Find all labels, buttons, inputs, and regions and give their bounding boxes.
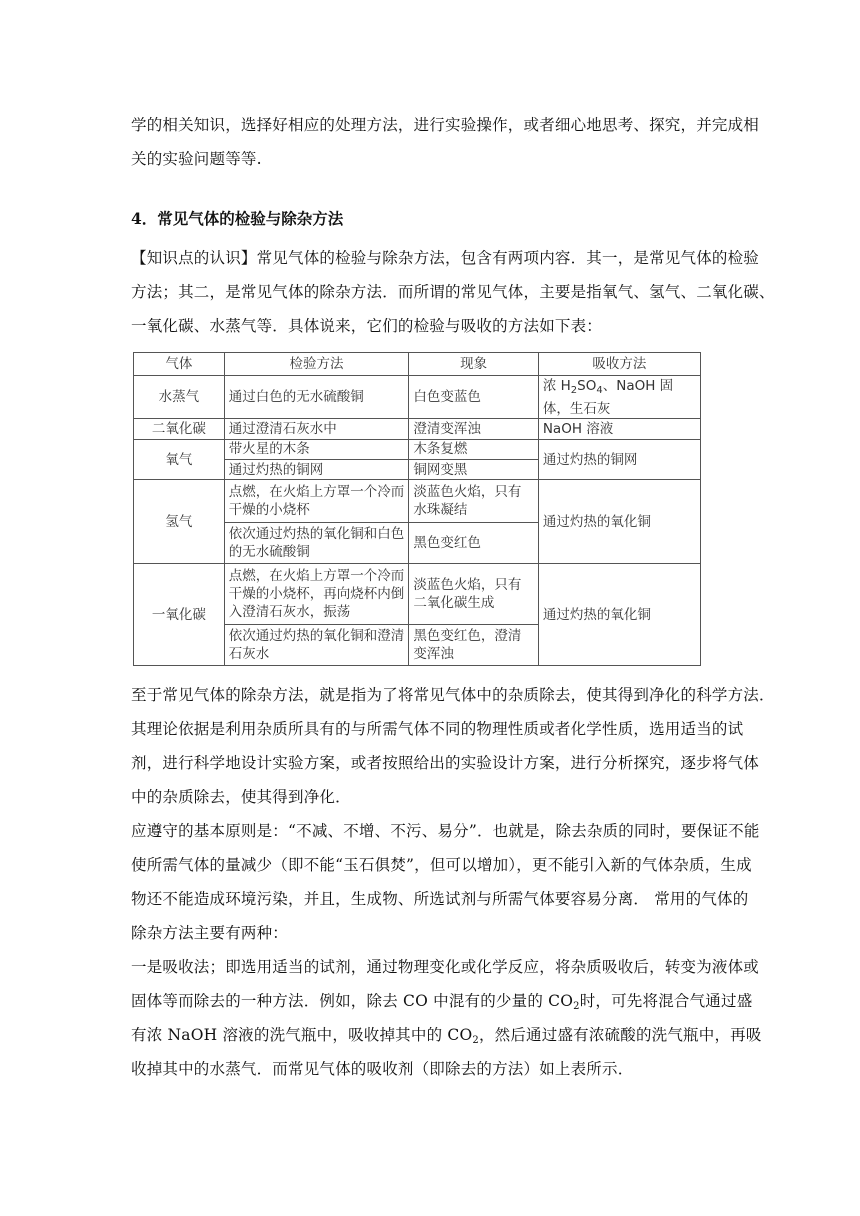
header-absorb: 吸收方法 bbox=[538, 353, 700, 376]
phenomenon-cell: 黑色变红色 bbox=[409, 523, 539, 564]
table-row bbox=[134, 480, 701, 523]
header-method: 检验方法 bbox=[224, 353, 409, 376]
text-line: 收掉其中的水蒸气．而常见气体的吸收剂（即除去的方法）如上表所示． bbox=[131, 1060, 634, 1078]
subscript: 4 bbox=[596, 384, 603, 396]
text-line bbox=[131, 1018, 762, 1052]
gas-hydrogen: 氢气 bbox=[134, 480, 225, 564]
absorb-text: SO bbox=[577, 377, 597, 394]
principle-paragraph bbox=[131, 814, 760, 950]
absorb-text: 浓 H bbox=[542, 377, 571, 394]
text-line: 【知识点的认识】常见气体的检验与除杂方法，包含有两项内容．其一，是常见气体的检验 bbox=[131, 249, 760, 267]
text-line: 一是吸收法；即选用适当的试剂，通过物理变化或化学反应，将杂质吸收后，转变为液体或 bbox=[131, 958, 760, 976]
text-line: 中的杂质除去，使其得到净化． bbox=[131, 788, 351, 806]
phenomenon-cell: 白色变蓝色 bbox=[409, 376, 539, 419]
text-segment: ，然后通过盛有浓硫酸的洗气瓶中，再吸 bbox=[478, 1026, 762, 1044]
text-line: 学的相关知识，选择好相应的处理方法，进行实验操作，或者细心地思考、探究，并完成相 bbox=[131, 116, 760, 134]
text-line: 一氧化碳、水蒸气等．具体说来，它们的检验与吸收的方法如下表： bbox=[131, 317, 603, 335]
method-cell: 通过澄清石灰水中 bbox=[224, 419, 409, 439]
text-line: 应遵守的基本原则是：“不减、不增、不污、易分”．也就是，除去杂质的同时，要保证不能 bbox=[131, 822, 760, 840]
phenomenon-cell: 铜网变黑 bbox=[409, 460, 539, 480]
phenomenon-cell: 澄清变浑浊 bbox=[409, 419, 539, 439]
header-gas: 气体 bbox=[134, 353, 225, 376]
subscript: 2 bbox=[472, 1035, 479, 1046]
subscript: 2 bbox=[570, 384, 578, 396]
removal-paragraph bbox=[131, 678, 775, 814]
table-header-row bbox=[134, 353, 701, 376]
absorb-cell: 通过灼热的铜网 bbox=[538, 439, 700, 480]
text-line: 剂，进行科学地设计实验方案，或者按照给出的实验设计方案，进行分析探究，逐步将气体 bbox=[131, 754, 760, 772]
phenomenon-cell: 黑色变红色，澄清变浑浊 bbox=[409, 625, 539, 666]
knowledge-paragraph bbox=[131, 241, 775, 343]
phenomenon-cell: 木条复燃 bbox=[409, 439, 539, 459]
text-segment: 时，可先将混合气通过盛 bbox=[579, 992, 753, 1010]
absorb-text: 、NaOH 固体，生石灰 bbox=[542, 377, 674, 417]
table-row bbox=[134, 419, 701, 439]
text-segment: 有浓 NaOH 溶液的洗气瓶中，吸收掉其中的 CO bbox=[131, 1026, 473, 1044]
intro-paragraph bbox=[131, 108, 760, 176]
text-line: 关的实验问题等等. bbox=[131, 150, 262, 168]
method-cell: 通过灼热的铜网 bbox=[224, 460, 409, 480]
method-cell: 依次通过灼热的氧化铜和白色的无水硫酸铜 bbox=[224, 523, 409, 564]
absorb-cell: 通过灼热的氧化铜 bbox=[538, 564, 700, 666]
text-line: 物还不能造成环境污染，并且，生成物、所选试剂与所需气体要容易分离． 常用的气体的 bbox=[131, 890, 749, 908]
absorb-cell bbox=[538, 376, 700, 419]
method-cell: 点燃，在火焰上方罩一个冷而干燥的小烧杯 bbox=[224, 480, 409, 523]
text-line: 方法；其二，是常见气体的除杂方法．而所谓的常见气体，主要是指氧气、氢气、二氧化碳、 bbox=[131, 283, 775, 301]
subscript: 2 bbox=[573, 1001, 580, 1012]
gas-water-vapor: 水蒸气 bbox=[134, 376, 225, 419]
gas-co: 一氧化碳 bbox=[134, 564, 225, 666]
text-segment: 固体等而除去的一种方法．例如，除去 CO 中混有的少量的 CO bbox=[131, 992, 574, 1010]
text-line: 除杂方法主要有两种： bbox=[131, 924, 289, 942]
text-line: 使所需气体的量减少（即不能“玉石俱焚”，但可以增加），更不能引入新的气体杂质，生成 bbox=[131, 856, 752, 874]
method-cell: 依次通过灼热的氧化铜和澄清石灰水 bbox=[224, 625, 409, 666]
phenomenon-cell: 淡蓝色火焰，只有二氧化碳生成 bbox=[409, 564, 539, 625]
table-row bbox=[134, 439, 701, 459]
table-row bbox=[134, 564, 701, 625]
method-cell: 通过白色的无水硫酸铜 bbox=[224, 376, 409, 419]
phenomenon-cell: 淡蓝色火焰，只有水珠凝结 bbox=[409, 480, 539, 523]
gas-detection-table bbox=[133, 352, 701, 666]
absorb-cell: NaOH 溶液 bbox=[538, 419, 700, 439]
text-line: 其理论依据是利用杂质所具有的与所需气体不同的物理性质或者化学性质，选用适当的试 bbox=[131, 720, 744, 738]
table-row bbox=[134, 376, 701, 419]
text-line bbox=[131, 984, 753, 1018]
gas-co2: 二氧化碳 bbox=[134, 419, 225, 439]
header-phenomenon: 现象 bbox=[409, 353, 539, 376]
method-cell: 带火星的木条 bbox=[224, 439, 409, 459]
absorption-paragraph bbox=[131, 950, 762, 1086]
absorb-cell: 通过灼热的氧化铜 bbox=[538, 480, 700, 564]
text-line: 至于常见气体的除杂方法，就是指为了将常见气体中的杂质除去，使其得到净化的科学方法． bbox=[131, 686, 775, 704]
method-cell: 点燃，在火焰上方罩一个冷而干燥的小烧杯，再向烧杯内倒入澄清石灰水，振荡 bbox=[224, 564, 409, 625]
section-heading: 4．常见气体的检验与除杂方法 bbox=[131, 209, 344, 228]
gas-oxygen: 氧气 bbox=[134, 439, 225, 480]
